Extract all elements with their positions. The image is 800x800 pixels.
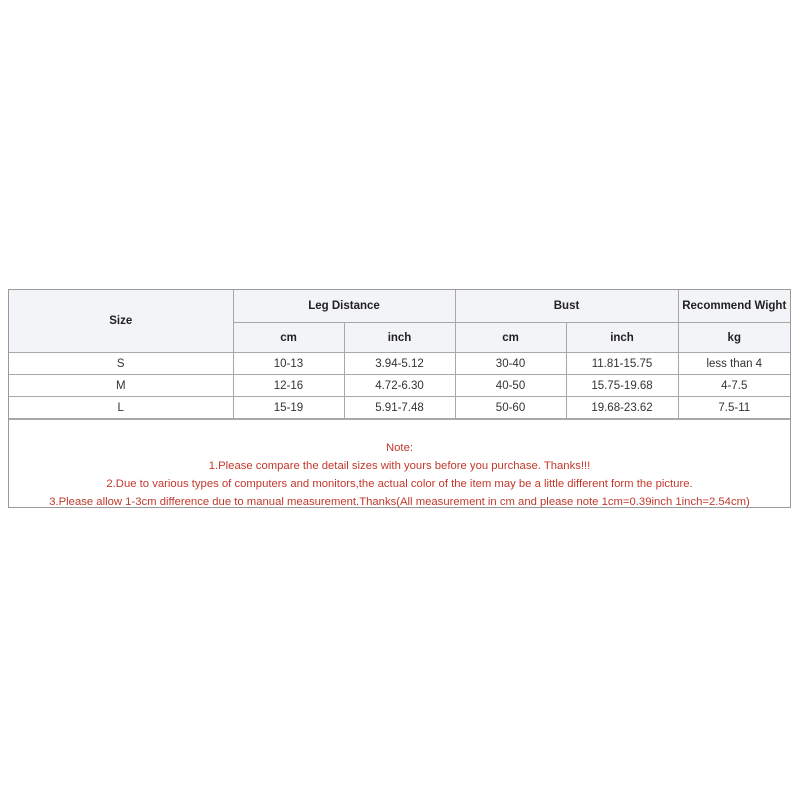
bust-inch-cell: 15.75-19.68 — [566, 375, 678, 397]
leg-inch-cell: 5.91-7.48 — [344, 397, 455, 419]
bust-cm-cell: 30-40 — [455, 353, 566, 375]
leg-inch-cell: 3.94-5.12 — [344, 353, 455, 375]
note-line-3: 3.Please allow 1-3cm difference due to manual measurement.Thanks(All measurement in cm and please note 1cm=0.39inch 1inch=2.54cm) — [49, 496, 750, 508]
size-table — [9, 290, 790, 419]
size-cell: L — [9, 397, 233, 419]
size-cell: S — [9, 353, 233, 375]
bust-cm-cell: 40-50 — [455, 375, 566, 397]
bust-cm-cell: 50-60 — [455, 397, 566, 419]
leg-inch-header: inch — [344, 323, 455, 353]
bust-inch-header: inch — [566, 323, 678, 353]
bust-inch-cell: 11.81-15.75 — [566, 353, 678, 375]
weight-kg-header: kg — [678, 323, 790, 353]
header-row-groups — [9, 290, 790, 323]
weight-kg-cell: 4-7.5 — [678, 375, 790, 397]
notes-title: Note: — [385, 442, 413, 454]
size-cell: M — [9, 375, 233, 397]
recommend-weight-header: Recommend Wight — [678, 290, 790, 323]
leg-cm-header: cm — [233, 323, 344, 353]
size-column-header: Size — [9, 290, 233, 353]
weight-kg-cell: less than 4 — [678, 353, 790, 375]
bust-inch-cell: 19.68-23.62 — [566, 397, 678, 419]
note-line-2: 2.Due to various types of computers and monitors,the actual color of the item may be a little different form the picture. — [106, 478, 693, 490]
size-chart — [8, 289, 791, 508]
leg-cm-cell: 15-19 — [233, 397, 344, 419]
notes-section — [9, 419, 790, 507]
leg-cm-cell: 12-16 — [233, 375, 344, 397]
note-line-1: 1.Please compare the detail sizes with yours before you purchase. Thanks!!! — [208, 460, 591, 472]
leg-inch-cell: 4.72-6.30 — [344, 375, 455, 397]
leg-distance-header: Leg Distance — [233, 290, 455, 323]
leg-cm-cell: 10-13 — [233, 353, 344, 375]
weight-kg-cell: 7.5-11 — [678, 397, 790, 419]
table-row — [9, 375, 790, 397]
bust-cm-header: cm — [455, 323, 566, 353]
table-row — [9, 397, 790, 419]
table-row — [9, 353, 790, 375]
bust-header: Bust — [455, 290, 678, 323]
